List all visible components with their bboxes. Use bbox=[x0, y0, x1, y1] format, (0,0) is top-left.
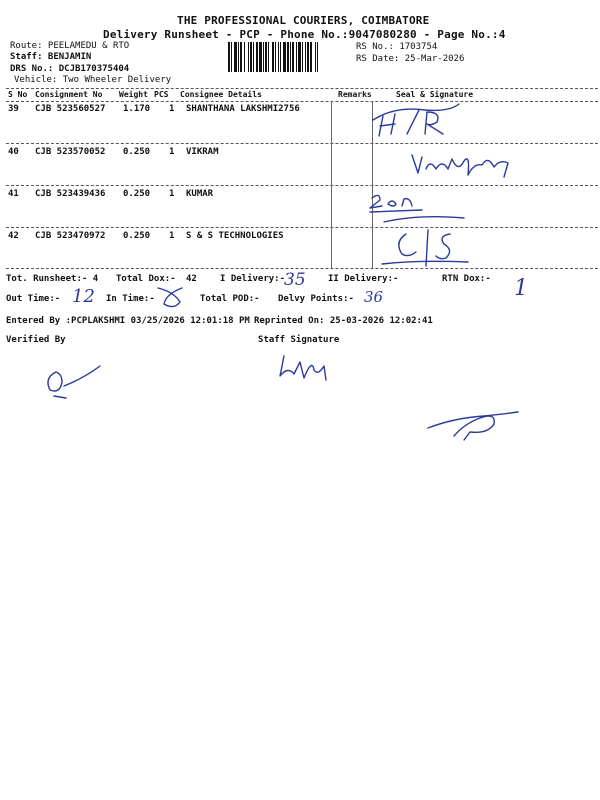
verified-signature-icon bbox=[40, 360, 104, 402]
staff-label: Staff: BENJAMIN bbox=[10, 52, 92, 62]
col-seal: Seal & Signature bbox=[396, 90, 474, 99]
vehicle-label: Vehicle: Two Wheeler Delivery bbox=[14, 75, 172, 85]
staff-signature-icon bbox=[278, 350, 338, 384]
row-consignee: SHANTHANA LAKSHMI2756 bbox=[186, 104, 300, 114]
total-pod-label: Total POD:- bbox=[200, 294, 260, 304]
row-consignment: CJB 523570052 bbox=[35, 147, 106, 157]
row-weight: 0.250 bbox=[123, 147, 151, 157]
tot-runsheet: Tot. Runsheet:- 4 bbox=[6, 274, 99, 284]
barcode-icon bbox=[228, 42, 353, 72]
row-weight: 1.170 bbox=[123, 104, 151, 114]
col-pcs: PCS bbox=[154, 90, 169, 99]
row-pcs: 1 bbox=[169, 104, 175, 114]
handwritten-delvy-points: 36 bbox=[364, 288, 384, 306]
runsheet-subtitle: Delivery Runsheet - PCP - Phone No.:9047080280 - Page No.:4 bbox=[103, 28, 506, 41]
col-sno: S No bbox=[8, 90, 28, 99]
row-consignment: CJB 523560527 bbox=[35, 104, 106, 114]
row-sno: 40 bbox=[8, 147, 19, 157]
rtn-dox-label: RTN Dox:- bbox=[442, 274, 491, 284]
staff-signature-label: Staff Signature bbox=[258, 335, 340, 345]
col-consignment: Consignment No bbox=[35, 90, 103, 99]
rs-number: RS No.: 1703754 bbox=[356, 42, 438, 52]
total-dox-label: Total Dox:- bbox=[116, 274, 176, 284]
divider bbox=[6, 88, 598, 89]
verified-by-label: Verified By bbox=[6, 335, 66, 345]
table-row bbox=[6, 231, 598, 245]
row-pcs: 1 bbox=[169, 147, 175, 157]
divider bbox=[6, 227, 598, 228]
i-delivery-label: I Delivery:- bbox=[220, 274, 286, 284]
reprinted-on: Reprinted On: 25-03-2026 12:02:41 bbox=[254, 316, 433, 326]
company-name: THE PROFESSIONAL COURIERS, COIMBATORE bbox=[177, 14, 430, 27]
extra-signature-icon bbox=[424, 404, 524, 444]
signature-kumar-icon bbox=[366, 190, 436, 214]
col-weight: Weight bbox=[119, 90, 148, 99]
row-sno: 41 bbox=[8, 189, 19, 199]
row-consignee: KUMAR bbox=[186, 189, 214, 199]
row-sno: 39 bbox=[8, 104, 19, 114]
table-row bbox=[6, 189, 598, 203]
row-pcs: 1 bbox=[169, 231, 175, 241]
drs-number: DRS No.: DCJB170375404 bbox=[10, 64, 130, 74]
ii-delivery-label: II Delivery:- bbox=[328, 274, 399, 284]
col-remarks: Remarks bbox=[338, 90, 372, 99]
row-weight: 0.250 bbox=[123, 231, 151, 241]
route-label: Route: PEELAMEDU & RTO bbox=[10, 41, 130, 51]
handwritten-i-delivery: 35 bbox=[284, 270, 306, 290]
row-pcs: 1 bbox=[169, 189, 175, 199]
signature-vikram-icon bbox=[408, 145, 518, 181]
row-consignee: VIKRAM bbox=[186, 147, 219, 157]
row-weight: 0.250 bbox=[123, 189, 151, 199]
signature-hr-icon bbox=[365, 98, 465, 142]
divider bbox=[6, 268, 598, 269]
handwritten-in-time-icon bbox=[154, 284, 188, 310]
signature-cs-stamp-icon bbox=[378, 212, 478, 272]
col-consignee: Consignee Details bbox=[180, 90, 262, 99]
handwritten-out-time: 12 bbox=[72, 286, 95, 307]
handwritten-rtn-dox: 1 bbox=[514, 276, 528, 301]
entered-by: Entered By :PCPLAKSHMI 03/25/2026 12:01:18 PM bbox=[6, 316, 250, 326]
out-time-label: Out Time:- bbox=[6, 294, 61, 304]
delvy-points-label: Delvy Points:- bbox=[278, 294, 354, 304]
row-consignee: S & S TECHNOLOGIES bbox=[186, 231, 284, 241]
divider bbox=[6, 185, 598, 186]
divider bbox=[6, 143, 598, 144]
row-consignment: CJB 523439436 bbox=[35, 189, 106, 199]
rs-date: RS Date: 25-Mar-2026 bbox=[356, 54, 465, 64]
divider bbox=[6, 101, 598, 102]
row-sno: 42 bbox=[8, 231, 19, 241]
table-row bbox=[6, 104, 598, 118]
in-time-label: In Time:- bbox=[106, 294, 155, 304]
row-consignment: CJB 523470972 bbox=[35, 231, 106, 241]
total-dox-value: 42 bbox=[186, 274, 197, 284]
